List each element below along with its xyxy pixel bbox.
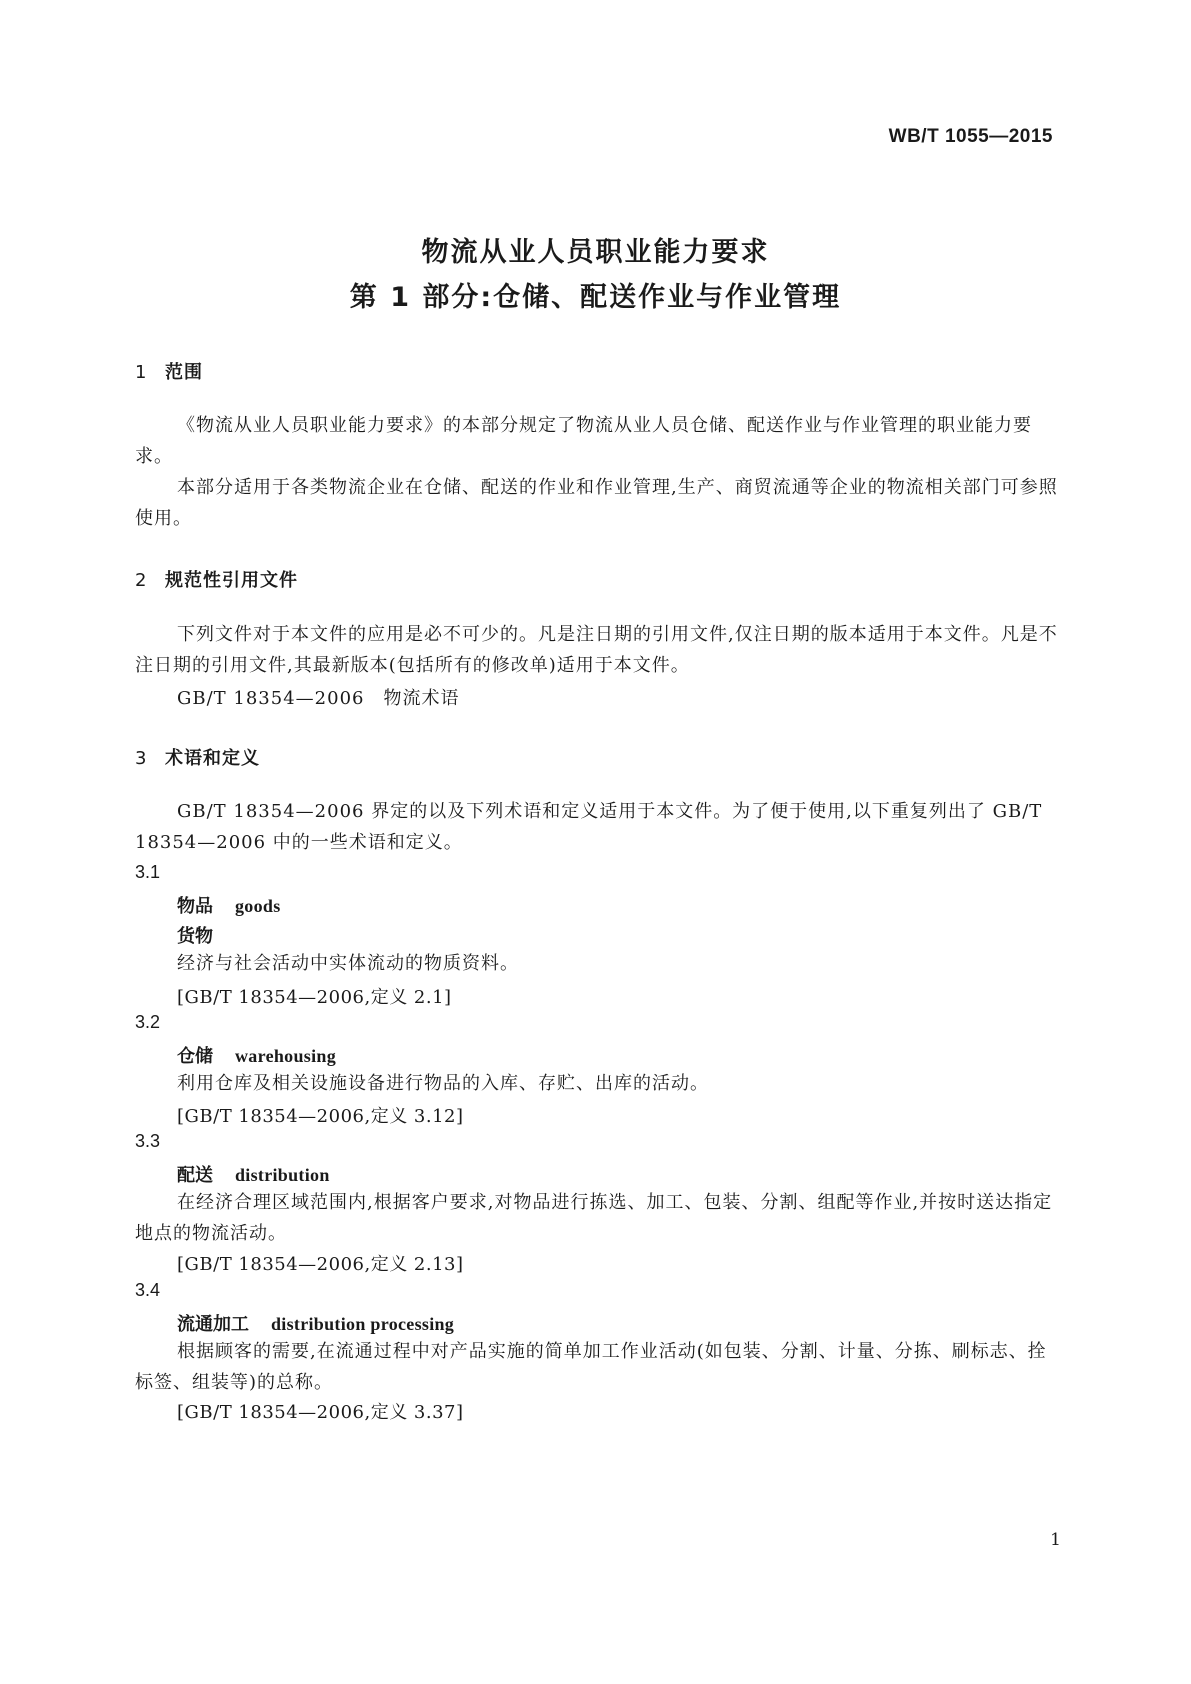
term-zh: 流通加工 [177, 1314, 249, 1335]
term-en: distribution [235, 1165, 330, 1185]
standard-code: WB/T 1055—2015 [888, 126, 1053, 147]
term-en: warehousing [235, 1046, 336, 1066]
section-heading-terms-definitions [135, 744, 260, 770]
document-subtitle: 第 1 部分:仓储、配送作业与作业管理 [349, 282, 842, 313]
term-heading [177, 1161, 330, 1187]
term-source: [GB/T 18354—2006,定义 3.12] [177, 1106, 464, 1127]
term-definition: 经济与社会活动中实体流动的物质资料。 [177, 953, 519, 974]
section-number: 1 [135, 362, 148, 383]
scope-paragraph-2: 本部分适用于各类物流企业在仓储、配送的作业和作业管理,生产、商贸流通等企业的物流相关部门可参照使用。 [135, 477, 1058, 529]
term-synonym: 货物 [177, 926, 213, 947]
reference-item: GB/T 18354—2006 物流术语 [177, 688, 460, 709]
section-heading-scope [135, 358, 203, 384]
document-title: 物流从业人员职业能力要求 [421, 237, 770, 268]
term-zh: 仓储 [177, 1046, 213, 1067]
section-number: 2 [135, 570, 148, 591]
term-number: 3.1 [135, 862, 161, 882]
scope-paragraph-1: 《物流从业人员职业能力要求》的本部分规定了物流从业人员仓储、配送作业与作业管理的职业能力要求。 [135, 415, 1032, 467]
term-en: goods [235, 896, 281, 916]
term-source: [GB/T 18354—2006,定义 2.1] [177, 987, 452, 1008]
term-definition: 根据顾客的需要,在流通过程中对产品实施的简单加工作业活动(如包装、分割、计量、分拣、刷标志、拴标签、组装等)的总称。 [135, 1341, 1047, 1393]
term-definition: 利用仓库及相关设施设备进行物品的入库、存贮、出库的活动。 [177, 1073, 709, 1094]
term-heading [177, 892, 281, 918]
section-number: 3 [135, 748, 148, 769]
term-definition: 在经济合理区域范围内,根据客户要求,对物品进行拣选、加工、包装、分割、组配等作业,并按时送达指定地点的物流活动。 [135, 1192, 1053, 1244]
section-title: 范围 [165, 362, 203, 383]
term-en: distribution processing [271, 1314, 455, 1334]
term-number: 3.4 [135, 1280, 161, 1300]
term-number: 3.2 [135, 1012, 161, 1032]
section-title: 规范性引用文件 [165, 570, 298, 591]
term-source: [GB/T 18354—2006,定义 2.13] [177, 1254, 464, 1275]
section-heading-normative-references [135, 566, 298, 592]
term-zh: 物品 [177, 896, 213, 917]
terms-intro-paragraph: GB/T 18354—2006 界定的以及下列术语和定义适用于本文件。为了便于使用,以下重复列出了 GB/T 18354—2006 中的一些术语和定义。 [135, 801, 1043, 853]
term-number: 3.3 [135, 1131, 161, 1151]
page-number: 1 [1050, 1530, 1061, 1550]
references-paragraph: 下列文件对于本文件的应用是必不可少的。凡是注日期的引用文件,仅注日期的版本适用于本文件。凡是不注日期的引用文件,其最新版本(包括所有的修改单)适用于本文件。 [135, 624, 1058, 676]
term-heading [177, 1042, 336, 1068]
term-zh: 配送 [177, 1165, 213, 1186]
term-source: [GB/T 18354—2006,定义 3.37] [177, 1402, 464, 1423]
section-title: 术语和定义 [165, 748, 260, 769]
term-heading [177, 1310, 454, 1336]
